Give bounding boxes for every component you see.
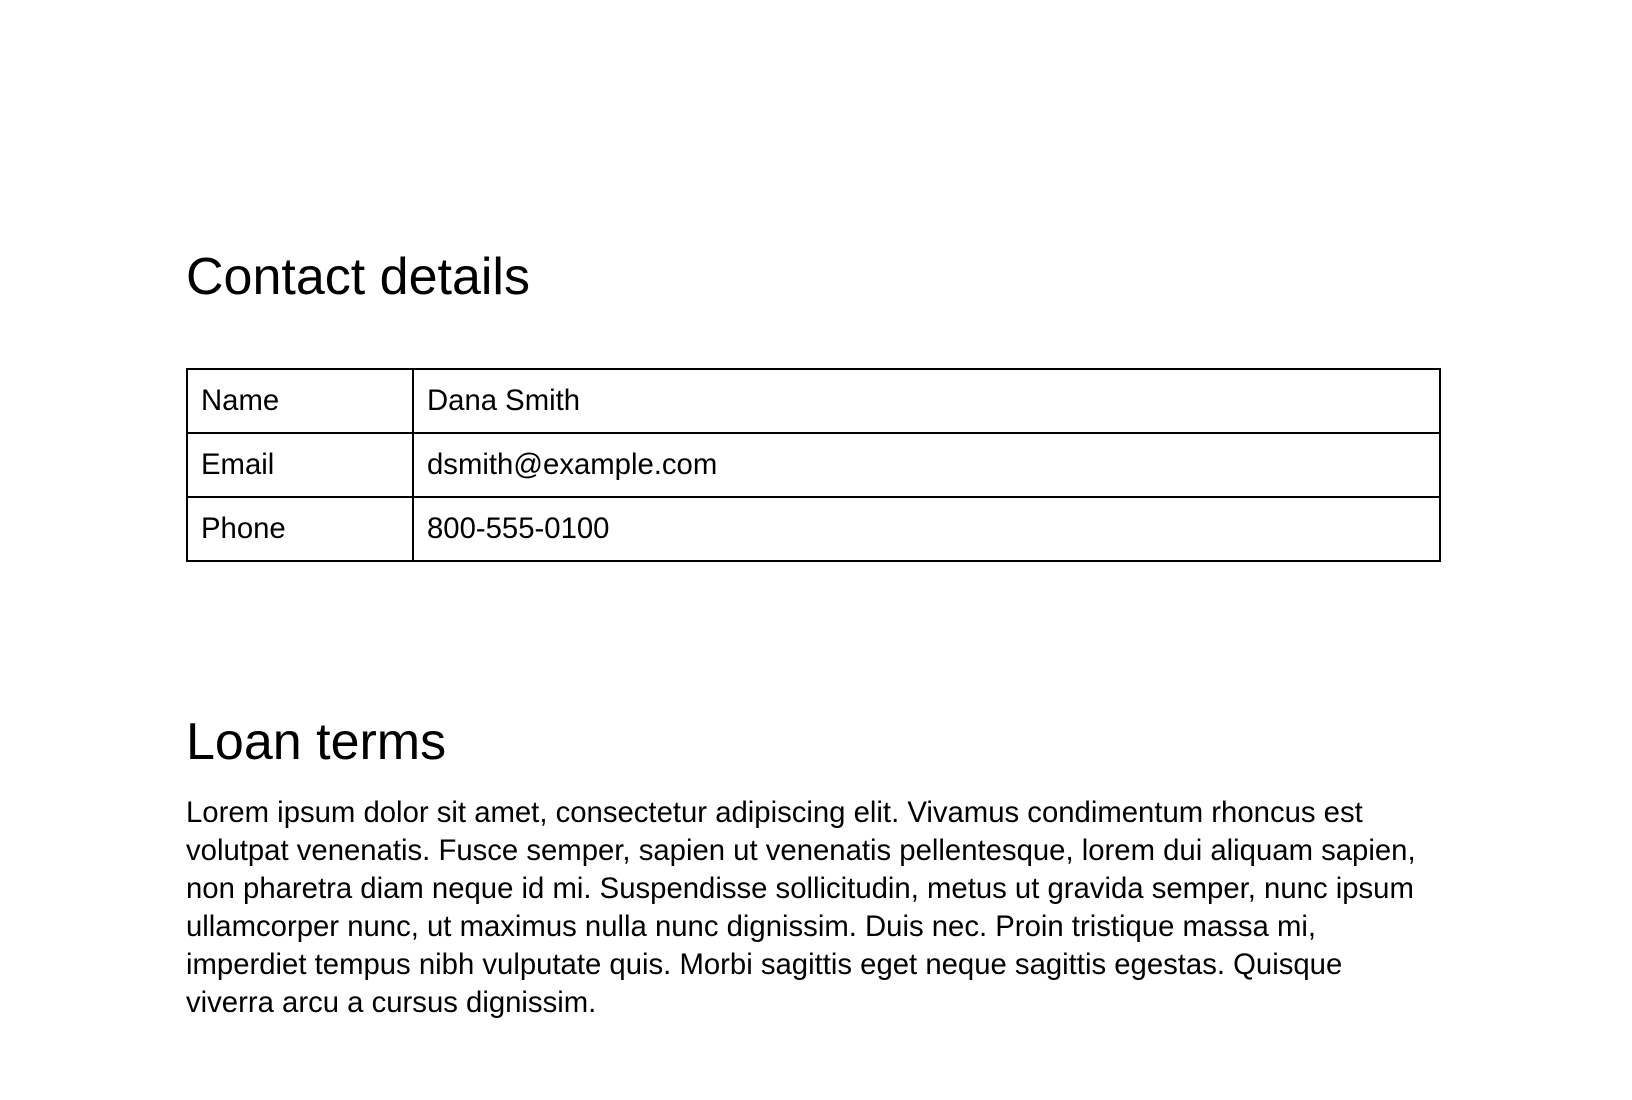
table-row-phone <box>187 497 1440 561</box>
table-row-email <box>187 433 1440 497</box>
contact-name-label: Name <box>187 369 413 433</box>
loan-terms-paragraph: Lorem ipsum dolor sit amet, consectetur adipiscing elit. Vivamus condimentum rhoncus est volutpat venenatis. Fusce semper, sapien ut venenatis pellentesque, lorem dui aliquam sapien, non pharetra diam neque id mi. Suspendisse sollicitudin, metus ut gravida semper, nunc ipsum ullamcorper nunc, ut maximus nulla nunc dignissim. Duis nec. Proin tristique massa mi, imperdiet tempus nibh vulputate quis. Morbi sagittis eget neque sagittis egestas. Quisque viverra arcu a cursus dignissim. <box>186 796 1416 1019</box>
contact-phone-label: Phone <box>187 497 413 561</box>
contact-name-value: Dana Smith <box>413 369 1440 433</box>
contact-email-label: Email <box>187 433 413 497</box>
contact-phone-value: 800-555-0100 <box>413 497 1440 561</box>
loan-terms-heading: Loan terms <box>186 713 447 771</box>
contact-email-value: dsmith@example.com <box>413 433 1440 497</box>
contact-details-heading: Contact details <box>186 248 530 306</box>
contact-details-table <box>186 368 1441 562</box>
table-row-name <box>187 369 1440 433</box>
